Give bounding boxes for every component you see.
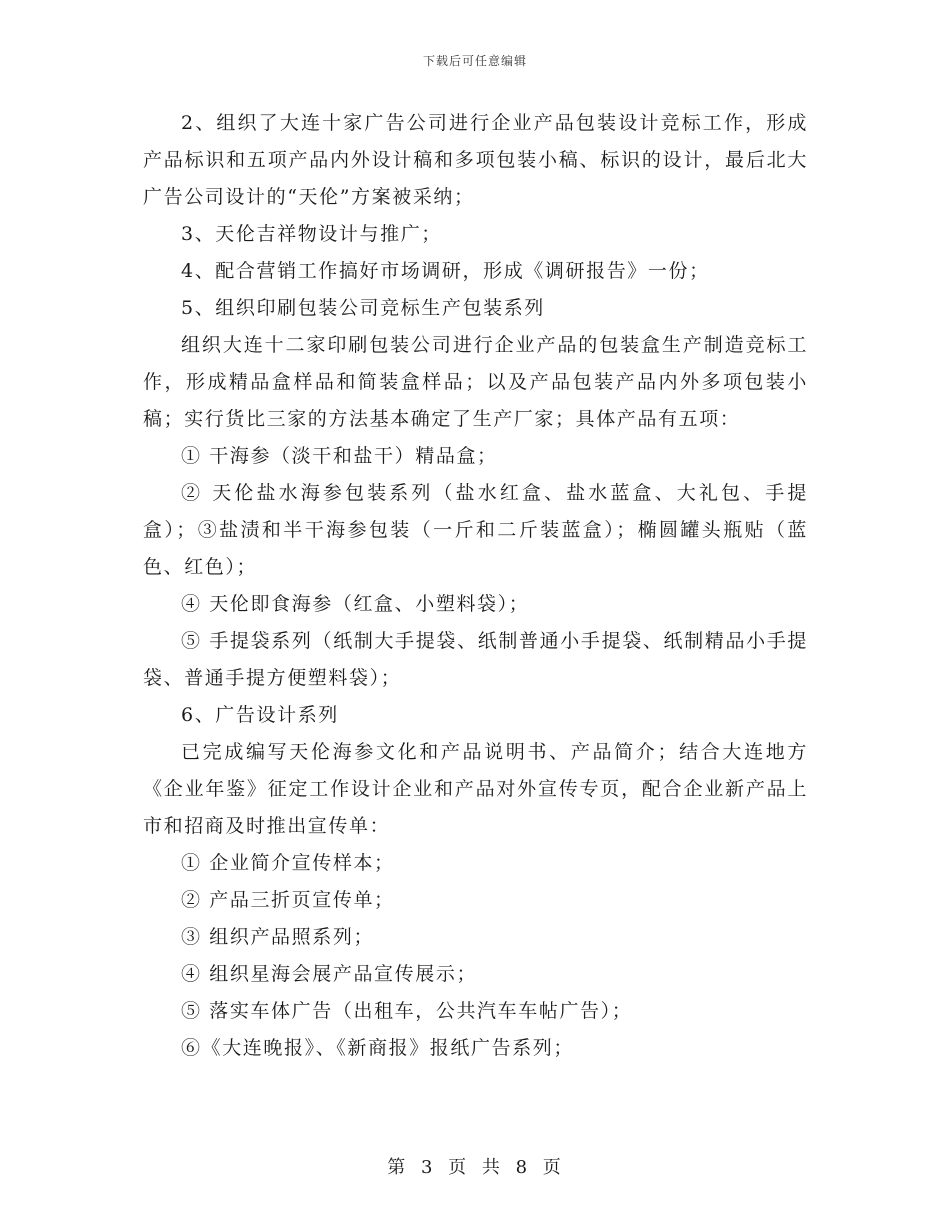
list-item: ③ 组织产品照系列；: [181, 926, 375, 948]
list-item: ④ 天伦即食海参（红盒、小塑料袋）；: [181, 593, 530, 615]
list-item: ② 天伦盐水海参包装系列（盐水红盒、盐水蓝盒、大礼包、手提盒）；③盐渍和半干海参包装（一斤和二斤装蓝盒）；椭圆罐头瓶贴（蓝色、红色）；: [143, 482, 808, 578]
paragraph: 已完成编写天伦海参文化和产品说明书、产品简介；结合大连地方《企业年鉴》征定工作设计企业和产品对外宣传专页，配合企业新产品上市和招商及时推出宣传单：: [143, 741, 808, 837]
list-item: ① 干海参（淡干和盐干）精品盒；: [181, 445, 498, 467]
list-item: ① 企业简介宣传样本；: [181, 852, 395, 874]
paragraph: 组织大连十二家印刷包装公司进行企业产品的包装盒生产制造竞标工作，形成精品盒样品和简装盒样品；以及产品包装产品内外多项包装小稿；实行货比三家的方法基本确定了生产厂家；具体产品有五项：: [143, 334, 808, 430]
list-item: ② 产品三折页宣传单；: [181, 889, 395, 911]
document-body: [143, 105, 808, 1067]
paragraph: 6、广告设计系列: [181, 704, 339, 726]
paragraph: 3、天伦吉祥物设计与推广；: [181, 223, 442, 245]
list-item: ⑤ 手提袋系列（纸制大手提袋、纸制普通小手提袋、纸制精品小手提袋、普通手提方便塑料袋）；: [143, 630, 808, 689]
list-item: ⑤ 落实车体广告（出租车，公共汽车车帖广告）；: [181, 1000, 633, 1022]
list-item: ④ 组织星海会展产品宣传展示；: [181, 963, 478, 985]
list-item: ⑥《大连晚报》、《新商报》报纸广告系列；: [181, 1037, 575, 1059]
paragraph: 4、配合营销工作搞好市场调研，形成《调研报告》一份；: [181, 260, 710, 282]
paragraph: 2、组织了大连十家广告公司进行企业产品包装设计竞标工作，形成产品标识和五项产品内外设计稿和多项包装小稿、标识的设计，最后北大广告公司设计的“天伦”方案被采纳；: [143, 112, 808, 208]
paragraph: 5、组织印刷包装公司竞标生产包装系列: [181, 297, 545, 319]
page-header: 下载后可任意编辑: [422, 54, 527, 68]
page-footer: 第 3 页 共 8 页: [387, 1157, 563, 1178]
